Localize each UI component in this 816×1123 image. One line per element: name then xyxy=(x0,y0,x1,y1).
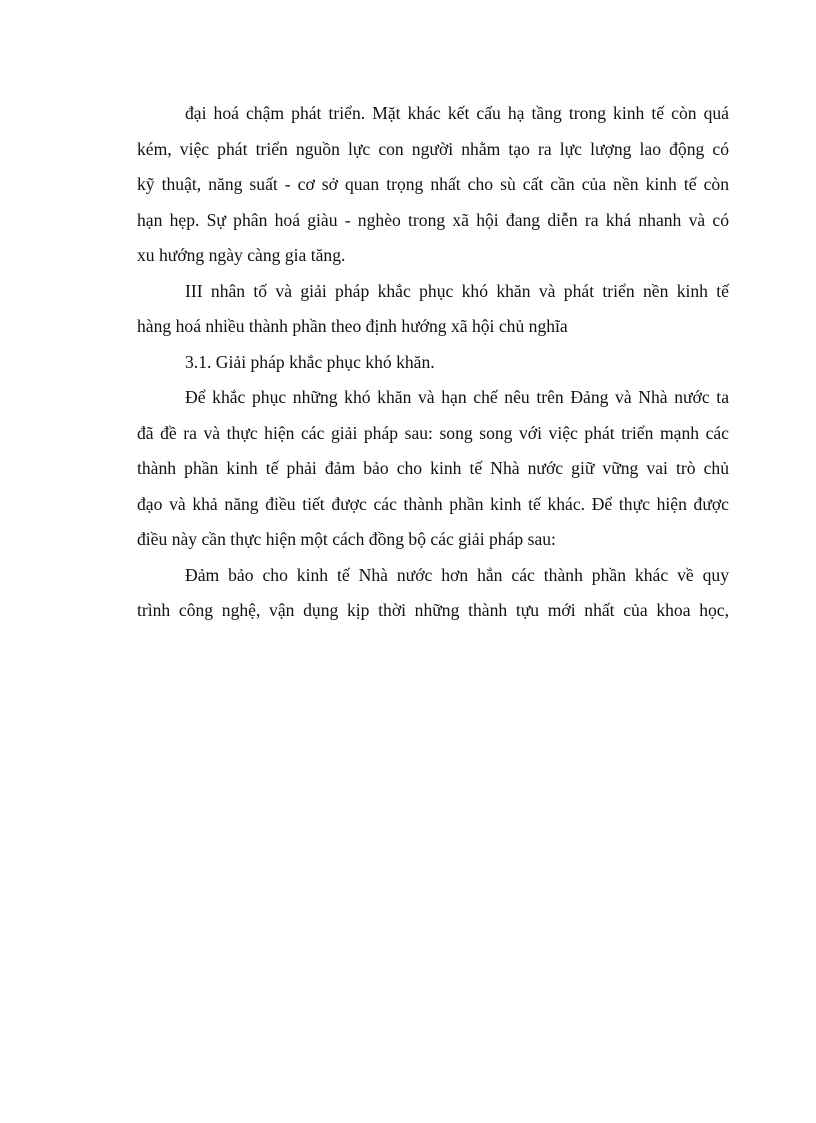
body-text xyxy=(137,96,729,629)
text-line: đã đề ra và thực hiện các giải pháp sau: song song với việc phát triển mạnh các xyxy=(137,422,729,443)
text-line: trình công nghệ, vận dụng kịp thời những thành tựu mới nhất của khoa học, xyxy=(137,600,729,620)
text-line: kém, việc phát triển nguồn lực con người nhằm tạo ra lực lượng lao động có xyxy=(137,138,729,159)
text-line: xu hướng ngày càng gia tăng. xyxy=(137,245,346,265)
text-line: hạn hẹp. Sự phân hoá giàu - nghèo trong xã hội đang diễn ra khá nhanh và có xyxy=(137,209,729,230)
text-line: điều này cần thực hiện một cách đồng bộ các giải pháp sau: xyxy=(137,529,556,549)
text-line: đại hoá chậm phát triển. Mặt khác kết cấu hạ tầng trong kinh tế còn quá xyxy=(185,103,729,123)
text-line: đạo và khả năng điều tiết được các thành phần kinh tế khác. Để thực hiện được xyxy=(137,493,729,514)
text-line: kỹ thuật, năng suất - cơ sở quan trọng nhất cho sù cất cần của nền kinh tế còn xyxy=(137,174,729,194)
text-line: Đảm bảo cho kinh tế Nhà nước hơn hẳn các thành phần khác về quy xyxy=(185,564,729,585)
subsection-heading: 3.1. Giải pháp khắc phục khó khăn. xyxy=(185,351,435,372)
text-line: thành phần kinh tế phải đảm bảo cho kinh tế Nhà nước giữ vững vai trò chủ xyxy=(137,458,729,478)
section-heading-line: hàng hoá nhiều thành phần theo định hướng xã hội chủ nghĩa xyxy=(137,316,568,336)
text-line: Để khắc phục những khó khăn và hạn chế nêu trên Đảng và Nhà nước ta xyxy=(185,387,729,407)
section-heading-line: III nhân tố và giải pháp khắc phục khó khăn và phát triển nền kinh tế xyxy=(185,280,729,301)
